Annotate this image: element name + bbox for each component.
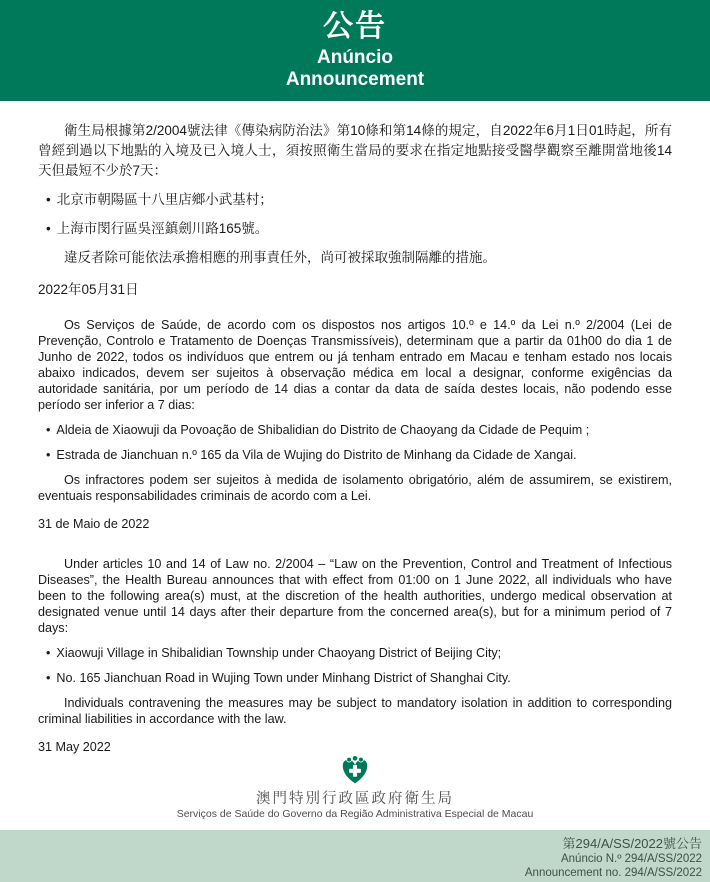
- chinese-bullet-beijing-text: 北京市朝陽區十八里店鄉小武基村；: [56, 192, 273, 207]
- chinese-paragraph-2: 違反者除可能依法承擔相應的刑事責任外，尚可被採取強制隔離的措施。: [64, 250, 496, 265]
- bullet-icon: •: [46, 646, 51, 660]
- portuguese-bullet-shanghai-text: Estrada de Jianchuan n.º 165 da Vila de Wujing do Distrito de Minhang da Cidade de Xangai.: [56, 448, 577, 462]
- chinese-bullet-beijing: [38, 190, 672, 210]
- announcement-body: [0, 101, 710, 830]
- chinese-date: 2022年05月31日: [38, 282, 139, 297]
- announcement-number-en: Announcement no. 294/A/SS/2022: [524, 867, 702, 879]
- page-title-zh: 公告: [323, 10, 387, 43]
- page-title-pt: Anúncio: [317, 47, 393, 68]
- section-portuguese: [38, 317, 672, 532]
- chinese-bullet-shanghai-text: 上海市閔行區吳涇鎮劍川路165號。: [56, 221, 269, 236]
- bullet-icon: •: [46, 192, 51, 207]
- announcement-number-pt: Anúncio N.º 294/A/SS/2022: [560, 853, 702, 865]
- english-bullet-shanghai-text: No. 165 Jianchuan Road in Wujing Town under Minhang District of Shanghai City.: [56, 671, 511, 685]
- english-bullet-beijing: [38, 645, 672, 661]
- announcement-number-zh: 第294/A/SS/2022號公告: [562, 836, 702, 851]
- bullet-icon: •: [46, 671, 51, 685]
- bullet-icon: •: [46, 423, 51, 437]
- announcement-header-banner: [0, 0, 710, 101]
- english-date: 31 May 2022: [38, 740, 111, 754]
- portuguese-bullet-shanghai: [38, 447, 672, 463]
- health-bureau-heart-cross-logo-icon: [339, 755, 371, 785]
- chinese-bullet-shanghai: [38, 219, 672, 239]
- english-bullet-beijing-text: Xiaowuji Village in Shibalidian Township under Chaoyang District of Beijing City;: [56, 646, 502, 660]
- section-english: [38, 556, 672, 755]
- bullet-icon: •: [46, 221, 51, 236]
- org-name-pt: Serviços de Saúde do Governo da Região Administrativa Especial de Macau: [176, 808, 534, 820]
- issuing-organization-block: [38, 755, 672, 830]
- chinese-paragraph-1: 衛生局根據第2/2004號法律《傳染病防治法》第10條和第14條的規定，自2022年6月1日01時起，所有曾經到過以下地點的入境及已入境人士，須按照衛生當局的要求在指定地點接受醫學觀察至離開當地後14天但最短不少於7天：: [38, 123, 672, 178]
- portuguese-bullet-beijing: [38, 422, 672, 438]
- english-paragraph-1: Under articles 10 and 14 of Law no. 2/2004 – “Law on the Prevention, Control and Treatment of Infectious Diseases”, the Health Bureau announces that with effect from 01:00 on 1 June 2022, all individuals who have been to the following area(s) must, at the discretion of the health authorities, undergo medical observation at designated venue until 14 days after their departure from the concerned area(s), but for a minimum period of 7 days:: [38, 557, 672, 635]
- portuguese-date: 31 de Maio de 2022: [38, 517, 150, 531]
- portuguese-paragraph-1: Os Serviços de Saúde, de acordo com os dispostos nos artigos 10.º e 14.º da Lei n.º 2/2004 (Lei de Prevenção, Controlo e Tratamento de Doenças Transmissíveis), determinam que a partir da 01h00 do dia 1 de Junho de 2022, todos os indivíduos que entrem ou já tenham entrado em Macau e tenham estado nos locais abaixo indicados, devem ser sujeitos à observação médica em local a designar, conforme exigências da autoridade sanitária, por um período de 14 dias a contar da data de saída destes locais, não podendo esse período ser inferior a 7 dias:: [38, 318, 672, 412]
- portuguese-bullet-beijing-text: Aldeia de Xiaowuji da Povoação de Shibalidian do Distrito de Chaoyang da Cidade de Pequim ;: [56, 423, 590, 437]
- section-chinese: [38, 121, 672, 300]
- announcement-number-footer: [0, 830, 710, 882]
- english-bullet-shanghai: [38, 670, 672, 686]
- english-paragraph-2: Individuals contravening the measures may be subject to mandatory isolation in addition to corresponding criminal liabilities in accordance with the law.: [38, 696, 672, 726]
- bullet-icon: •: [46, 448, 51, 462]
- page-title-en: Announcement: [285, 69, 425, 90]
- portuguese-paragraph-2: Os infractores podem ser sujeitos à medida de isolamento obrigatório, além de assumirem, se existirem, eventuais responsabilidades criminais de acordo com a Lei.: [38, 473, 672, 503]
- org-name-zh: 澳門特別行政區政府衛生局: [256, 791, 454, 807]
